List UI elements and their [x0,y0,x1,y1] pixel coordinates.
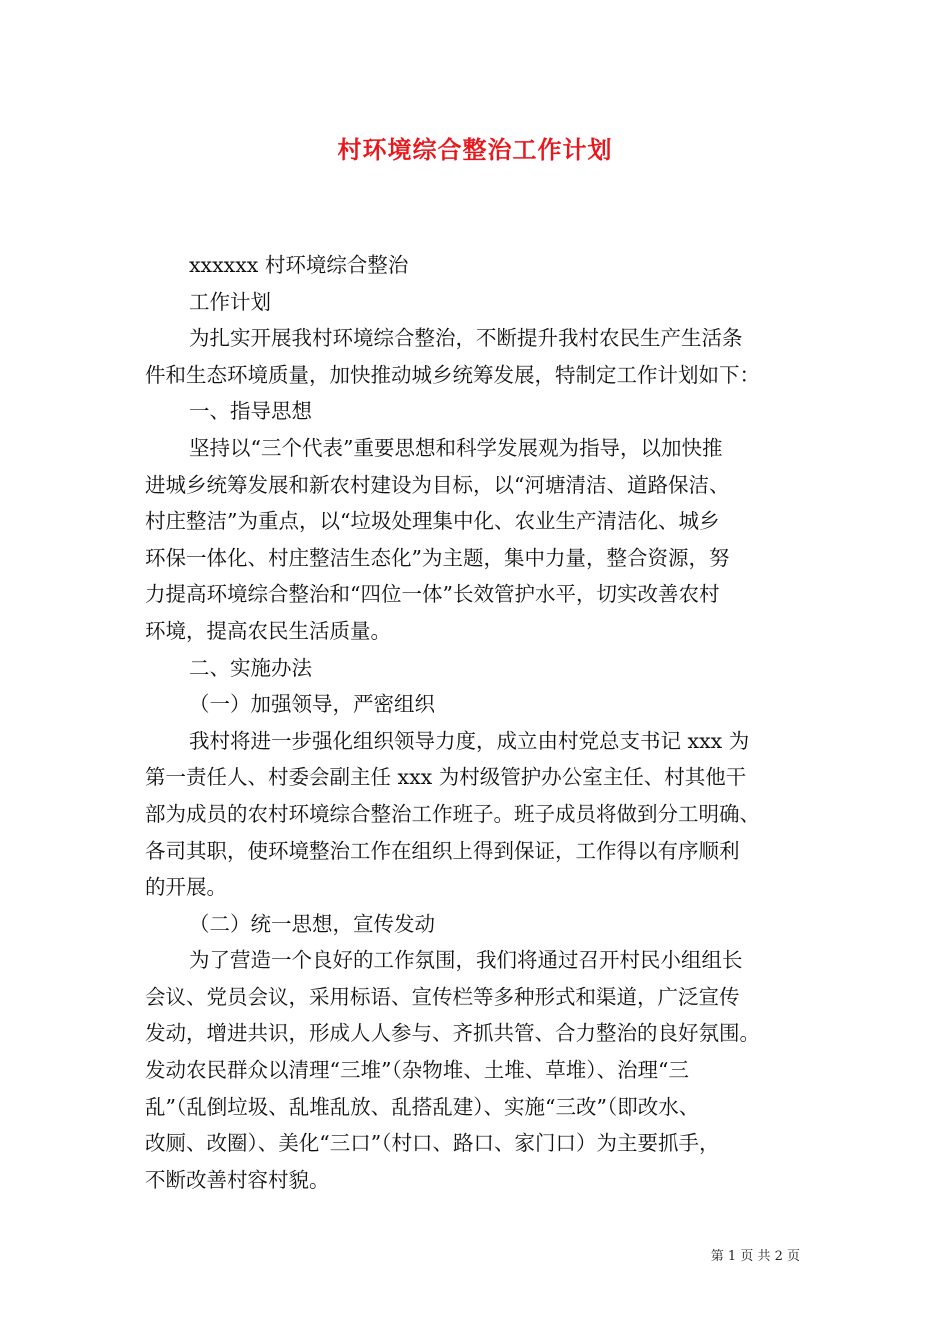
section-heading: 二、实施办法 [189,655,312,680]
body-line: 不断改善村容村貌。 [145,1167,330,1192]
document-body [145,247,813,1198]
body-line: 进城乡统筹发展和新农村建设为目标，以“河塘清洁、道路保洁、 [145,472,730,497]
body-line: 村庄整洁”为重点，以“垃圾处理集中化、农业生产清洁化、城乡 [145,509,720,534]
body-line: 发动农民群众以清理“三堆”（杂物堆、土堆、草堆）、治理“三 [145,1058,689,1083]
body-line: 坚持以“三个代表”重要思想和科学发展观为指导，以加快推 [189,435,723,460]
body-line: 发动，增进共识，形成人人参与、齐抓共管、合力整治的良好氛围。 [145,1021,760,1046]
body-line: 会议、党员会议，采用标语、宣传栏等多种形式和渠道，广泛宣传 [145,984,740,1009]
section-heading: 一、指导思想 [189,399,312,424]
subsection-heading: （二）统一思想，宣传发动 [189,911,435,936]
body-line: 部为成员的农村环境综合整治工作班子。班子成员将做到分工明确、 [145,801,760,826]
body-line: 为了营造一个良好的工作氛围，我们将通过召开村民小组组长 [189,948,743,973]
body-line: 第一责任人、村委会副主任 xxx 为村级管护办公室主任、村其他干 [145,765,747,790]
body-line: 件和生态环境质量，加快推动城乡统筹发展，特制定工作计划如下： [145,362,760,387]
body-line: 我村将进一步强化组织领导力度，成立由村党总支书记 xxx 为 [189,728,750,753]
body-line: 为扎实开展我村环境综合整治，不断提升我村农民生产生活条 [189,326,743,351]
body-line: 工作计划 [189,289,271,314]
body-line: xxxxxx 村环境综合整治 [189,253,409,277]
body-line: 环境，提高农民生活质量。 [145,618,391,643]
body-line: 环保一体化、村庄整洁生态化”为主题，集中力量，整合资源，努 [145,545,730,570]
body-line: 的开展。 [145,875,227,900]
document-title: 村环境综合整治工作计划 [337,135,613,164]
body-line: 改厕、改圈）、美化“三口”（村口、路口、家门口）为主要抓手， [145,1131,720,1156]
page-number: 第 1 页 共 2 页 [710,1249,800,1264]
body-line: 乱”（乱倒垃圾、乱堆乱放、乱搭乱建）、实施“三改”（即改水、 [145,1094,700,1119]
body-line: 力提高环境综合整治和“四位一体”长效管护水平，切实改善农村 [145,582,720,607]
body-line: 各司其职，使环境整治工作在组织上得到保证，工作得以有序顺利 [145,838,740,863]
subsection-heading: （一）加强领导，严密组织 [189,692,435,717]
